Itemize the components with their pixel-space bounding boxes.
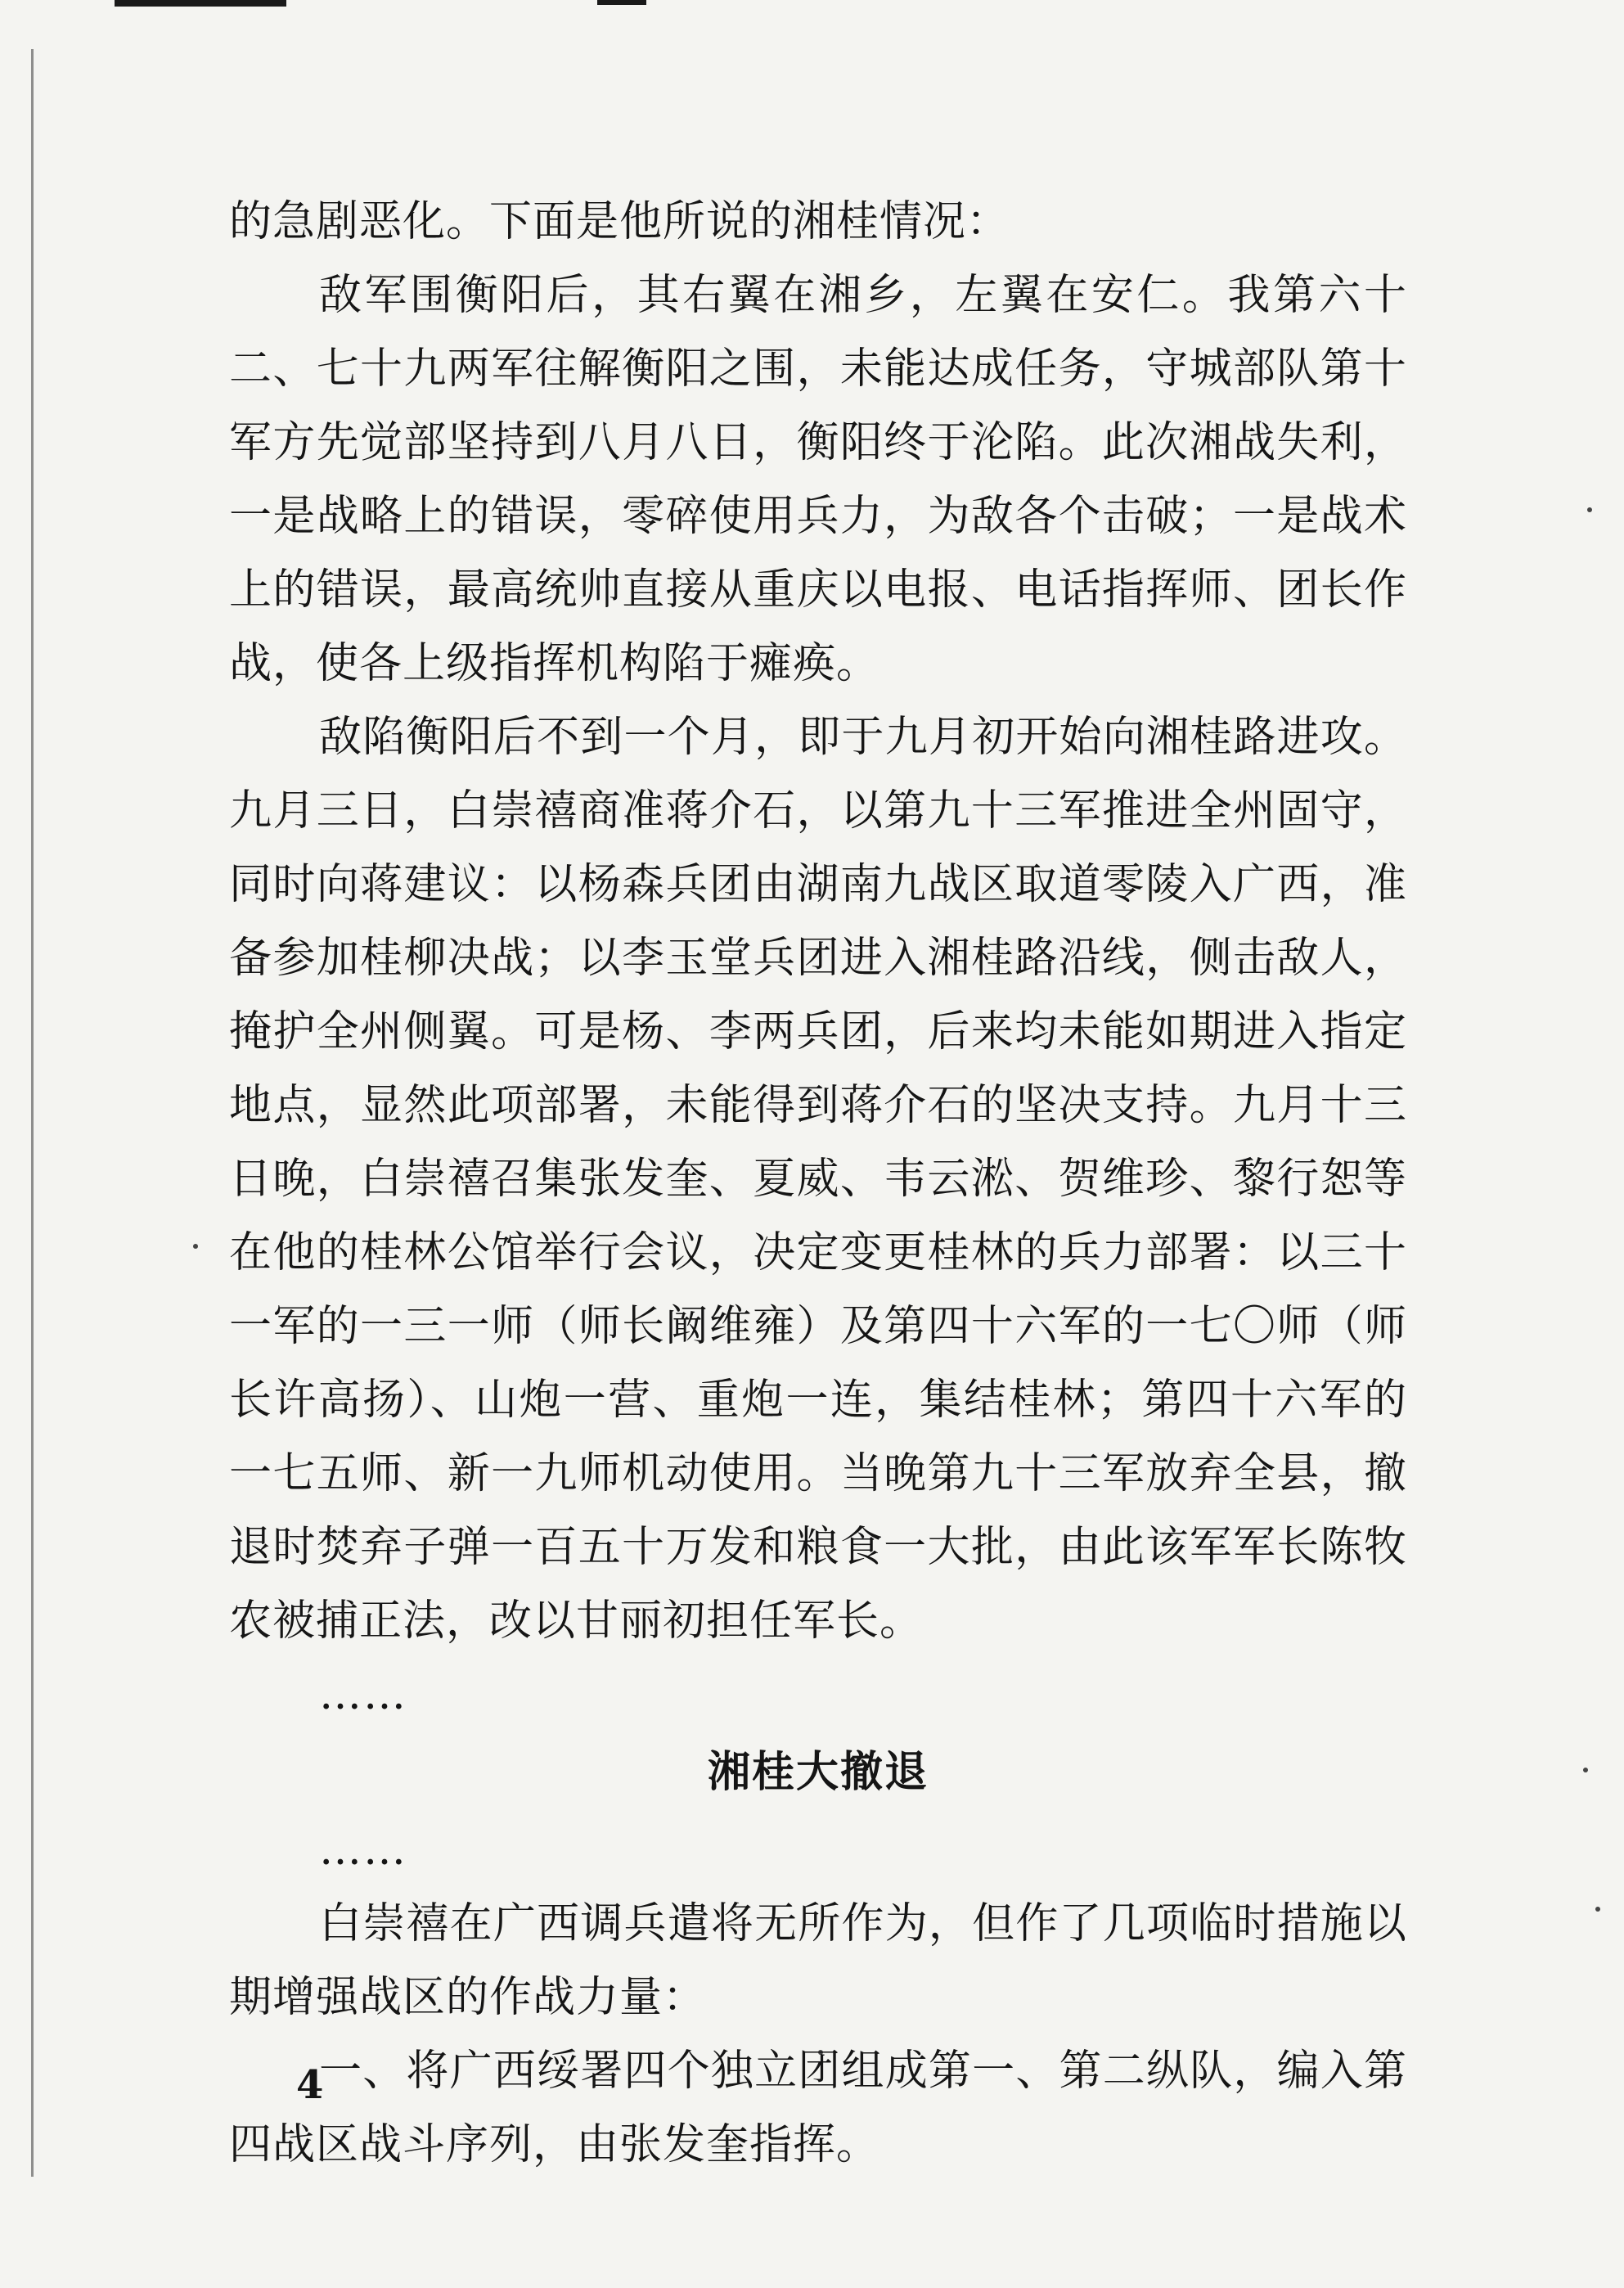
paragraph-3: 敌陷衡阳后不到一个月，即于九月初开始向湘桂路进攻。九月三日，白崇禧商准蒋介石，以第九十三军推进全州固守，同时向蒋建议：以杨森兵团由湖南九战区取道零陵入广西，准备参加桂柳决战；以李玉堂兵团进入湘桂路沿线，侧击敌人，掩护全州侧翼。可是杨、李两兵团，后来均未能如期进入指定地点，显然此项部署，未能得到蒋介石的坚决支持。九月十三日晚，白崇禧召集张发奎、夏威、韦云淞、贺维珍、黎行恕等在他的桂林公馆举行会议，决定变更桂林的兵力部署：以三十一军的一三一师（师长阚维雍）及第四十六军的一七〇师（师长许高扬）、山炮一营、重炮一连，集结桂林；第四十六军的一七五师、新一九师机动使用。当晚第九十三军放弃全县，撤退时焚弃子弹一百五十万发和粮食一大批，由此该军军长陈牧农被捕正法，改以甘丽初担任军长。 xyxy=(229,713,1407,1646)
omission-ellipsis: …… xyxy=(319,1670,407,1719)
scan-mark-top-left xyxy=(115,0,286,7)
scan-speck xyxy=(1595,1907,1600,1912)
scan-mark-top-center xyxy=(597,0,646,5)
scan-binding-edge xyxy=(31,49,34,2177)
article-body xyxy=(229,185,1407,2182)
paragraph-4: 白崇禧在广西调兵遣将无所作为，但作了几项临时措施以期增强战区的作战力量： xyxy=(229,1899,1407,2022)
paragraph-1: 的急剧恶化。下面是他所说的湘桂情况： xyxy=(229,197,1010,246)
section-title: 湘桂大撤退 xyxy=(707,1748,929,1797)
page-number: 4 xyxy=(296,2062,324,2108)
paragraph-5: 一、将广西绥署四个独立团组成第一、第二纵队，编入第四战区战斗序列，由张发奎指挥。 xyxy=(229,2047,1407,2169)
paragraph-2: 敌军围衡阳后，其右翼在湘乡，左翼在安仁。我第六十二、七十九两军往解衡阳之围，未能达成任务，守城部队第十军方先觉部坚持到八月八日，衡阳终于沦陷。此次湘战失利，一是战略上的错误，零碎使用兵力，为敌各个击破；一是战术上的错误，最高统帅直接从重庆以电报、电话指挥师、团长作战，使各上级指挥机构陷于瘫痪。 xyxy=(229,271,1407,688)
scan-speck xyxy=(1587,507,1592,512)
scan-speck xyxy=(1583,1768,1588,1772)
omission-ellipsis: …… xyxy=(319,1826,407,1875)
scan-speck xyxy=(193,1244,198,1249)
